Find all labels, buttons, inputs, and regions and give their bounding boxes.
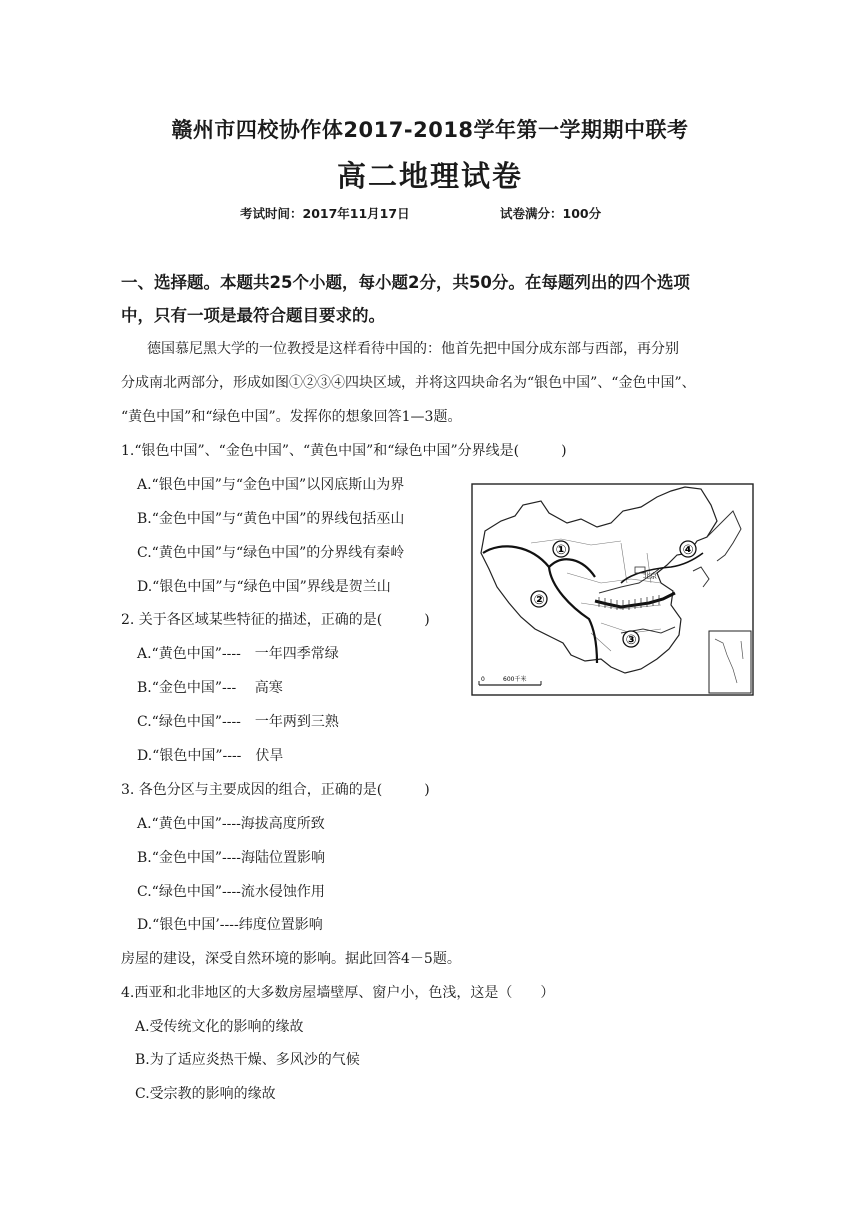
intro-paragraph-2: 房屋的建设，深受自然环境的影响。据此回答4－5题。: [121, 951, 461, 967]
full-score: 试卷满分：100分: [500, 206, 602, 221]
question-2-option-c: C.“绿色中国”---- 一年两到三熟: [137, 714, 339, 730]
question-4-stem: 4.西亚和北非地区的大多数房屋墙壁厚、窗户小，色浅，这是（ ）: [121, 985, 555, 1001]
question-1-option-a: A.“银色中国”与“金色中国”以冈底斯山为界: [137, 477, 405, 493]
question-1-option-d: D.“银色中国”与“绿色中国”界线是贺兰山: [137, 579, 391, 595]
section-heading-line1: 一、选择题。本题共25个小题，每小题2分，共50分。在每题列出的四个选项: [121, 273, 690, 292]
question-2-option-d: D.“银色中国”---- 伏旱: [137, 748, 284, 764]
region-2-label: ②: [533, 593, 545, 608]
question-3-option-b: B.“金色中国”----海陆位置影响: [137, 850, 325, 866]
question-3-stem: 3. 各色分区与主要成因的组合，正确的是( ): [121, 782, 430, 798]
question-2-option-a: A.“黄色中国”---- 一年四季常绿: [137, 646, 339, 662]
beijing-label: 北京: [643, 572, 657, 580]
question-4-option-a: A.受传统文化的影响的缘故: [135, 1019, 304, 1035]
scale-zero-label: 0: [481, 676, 485, 683]
question-3-option-c: C.“绿色中国”----流水侵蚀作用: [137, 884, 325, 900]
region-3-label: ③: [625, 633, 637, 648]
china-region-map: [471, 483, 754, 696]
question-4-option-b: B.为了适应炎热干燥、多风沙的气候: [135, 1052, 360, 1068]
region-4-label: ④: [682, 543, 694, 558]
intro-paragraph-line2: 分成南北两部分，形成如图①②③④四块区域，并将这四块命名为“银色中国”、“金色中国”、: [121, 375, 696, 391]
question-4-option-c: C.受宗教的影响的缘故: [135, 1086, 276, 1102]
scale-label: 600千米: [503, 676, 527, 683]
question-1-stem: 1.“银色中国”、“金色中国”、“黄色中国”和“绿色中国”分界线是( ): [121, 443, 567, 459]
section-heading-line2: 中，只有一项是最符合题目要求的。: [121, 306, 385, 325]
exam-subject-title: 高二地理试卷: [336, 159, 523, 193]
question-1-option-c: C.“黄色中国”与“绿色中国”的分界线有秦岭: [137, 545, 405, 561]
question-1-option-b: B.“金色中国”与“黄色中国”的界线包括巫山: [137, 511, 405, 527]
question-3-option-a: A.“黄色中国”----海拔高度所致: [137, 816, 325, 832]
intro-paragraph-line1: 德国慕尼黑大学的一位教授是这样看待中国的：他首先把中国分成东部与西部，再分别: [147, 341, 679, 357]
question-3-option-d: D.“银色中国’----纬度位置影响: [137, 917, 323, 933]
exam-time: 考试时间：2017年11月17日: [240, 206, 410, 221]
region-1-label: ①: [555, 543, 567, 558]
question-2-stem: 2. 关于各区域某些特征的描述，正确的是( ): [121, 612, 430, 628]
intro-paragraph-line3: “黄色中国”和“绿色中国”。发挥你的想象回答1—3题。: [121, 409, 462, 425]
question-2-option-b: B.“金色中国”--- 高寒: [137, 680, 283, 696]
exam-header-title: 赣州市四校协作体2017-2018学年第一学期期中联考: [171, 118, 689, 142]
